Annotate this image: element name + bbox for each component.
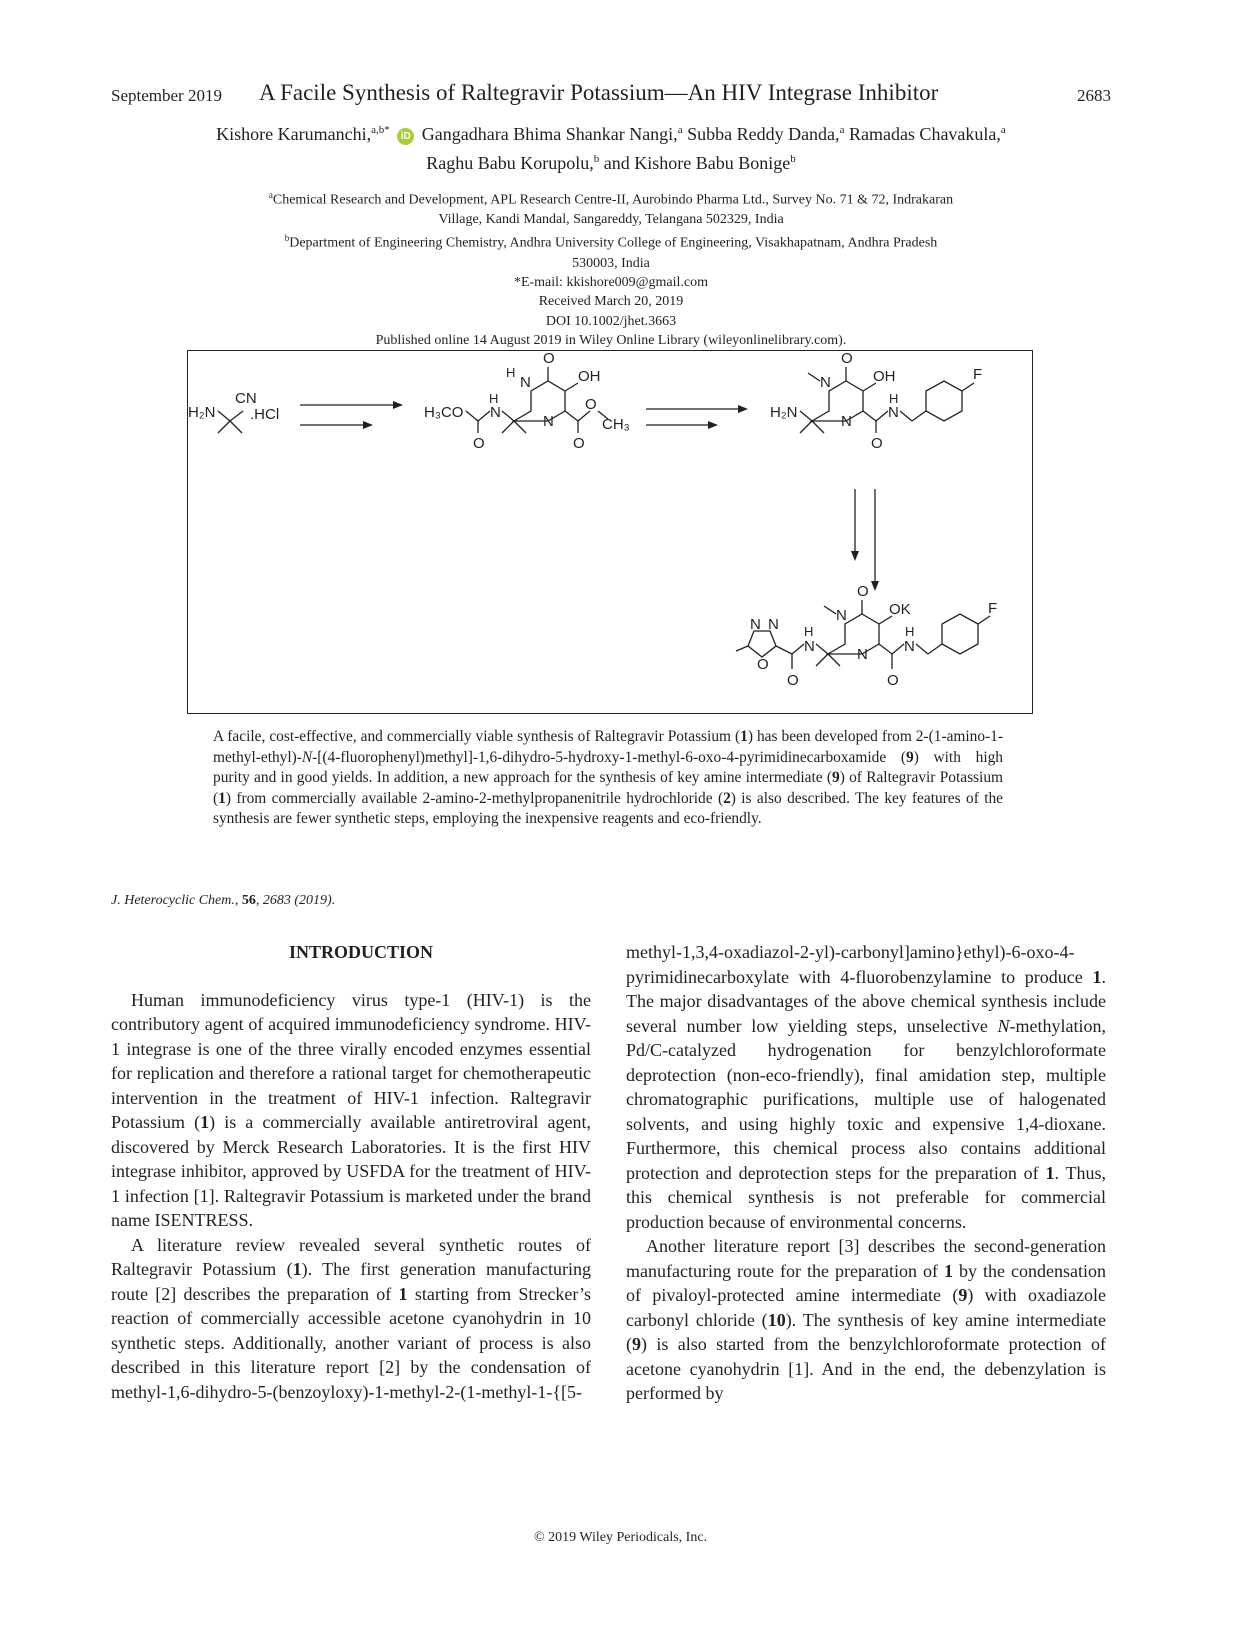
label-n: N	[768, 616, 779, 633]
compound-number: 1	[943, 1260, 953, 1281]
affil-text: Village, Kandi Mandal, Sangareddy, Telangana 502329, India	[438, 212, 784, 228]
label-n: N	[888, 404, 899, 421]
affil-text: Department of Engineering Chemistry, Andhra University College of Engineering, Visakhapatnam, Andhra Pradesh	[289, 236, 938, 252]
body-column-right	[626, 940, 1106, 1406]
para-text: starting from Strecker’s reaction of commercially accessible acetone cyanohydrin in 10 synthetic steps. Additionally, another variant of process is also described in this literature report [2] by the condensation of methyl-1,6-dihydro-5-(benzoyloxy)-1-methyl-2-(1-methyl-1-{[5-	[111, 1283, 591, 1402]
para-text: ). The first generation manufacturing route [2] describes the preparation of	[111, 1259, 591, 1304]
label-o: O	[473, 435, 485, 452]
para-text: ) with oxadiazole carbonyl chloride (	[626, 1285, 1106, 1330]
label-cn: CN	[235, 390, 257, 407]
label-f: F	[973, 366, 983, 383]
journal-citation: J. Heterocyclic Chem., 56, 2683 (2019).	[111, 893, 336, 908]
label-o: O	[841, 351, 853, 367]
copyright-footer: © 2019 Wiley Periodicals, Inc.	[533, 1530, 708, 1545]
label-n: N	[836, 607, 847, 624]
compound-number: 9	[906, 748, 914, 766]
label-n: N	[490, 404, 501, 421]
abstract-text: ) from commercially available 2-amino-2-methylpropanenitrile hydrochloride (	[225, 789, 724, 807]
label-n: N	[857, 646, 868, 663]
compound-number: 1	[292, 1259, 302, 1279]
label-h: H	[905, 624, 915, 639]
label-n: N	[804, 638, 815, 655]
para-text: . The major disadvantages of the above chemical synthesis include several number low yielding steps, unselective	[626, 966, 1106, 1036]
label-ch3: CH₃	[602, 416, 630, 433]
para-text: Another literature report [3] describes the second-generation manufacturing route for the preparation of	[626, 1236, 1106, 1281]
author-name: Gangadhara Bhima Shankar Nangi,	[421, 124, 678, 144]
label-oh: OH	[578, 368, 601, 385]
compound-number: 9	[831, 769, 840, 787]
abstract-italic: N	[301, 748, 313, 766]
compound-number: 1	[740, 728, 748, 745]
published-line: Published online 14 August 2019 in Wiley Online Library (wileyonlinelibrary.com).	[375, 333, 847, 349]
body-column-left	[111, 940, 591, 1404]
abstract-text: ) of Raltegravir Potassium (	[213, 769, 1003, 807]
graphical-abstract-scheme	[187, 350, 1033, 714]
affiliations	[111, 186, 1111, 351]
label-n: N	[520, 374, 531, 391]
label-h: H	[889, 391, 899, 406]
compound-number: 1	[398, 1283, 408, 1304]
compound-number: 1	[1045, 1162, 1055, 1183]
author-name: and Kishore Babu Bonige	[603, 153, 791, 173]
label-n: N	[904, 638, 915, 655]
compound-amine-intermediate	[770, 351, 982, 452]
article-title: A Facile Synthesis of Raltegravir Potassium—An HIV Integrase Inhibitor	[259, 80, 939, 105]
label-o: O	[585, 396, 597, 413]
label-o: O	[573, 435, 585, 452]
compound-number: 10	[767, 1309, 786, 1330]
abstract-text: ) with high purity and in good yields. In addition, a new approach for the synthesis of key amine intermediate (	[213, 748, 1003, 787]
para-text: ) is also started from the benzylchloroformate protection of acetone cyanohydrin [1]. And in the end, the debenzylation is performed by	[626, 1334, 1106, 1403]
label-h: H	[506, 365, 516, 380]
para-text: methyl-1,3,4-oxadiazol-2-yl)-carbonyl]amino}ethyl)-6-oxo-4-pyrimidinecarboxylate with 4-fluorobenzylamine to produce	[626, 942, 1093, 987]
para-text: ). The synthesis of key amine intermediate (	[626, 1309, 1106, 1354]
label-o: O	[857, 583, 869, 600]
author-list	[111, 118, 1111, 176]
compound-number: 9	[632, 1334, 641, 1354]
compound-aminonitrile	[188, 390, 279, 433]
author-affil-sup: a	[839, 124, 845, 136]
affil-sup: a	[268, 190, 273, 200]
affil-text: 530003, India	[572, 255, 650, 271]
para-text: -methylation, Pd/C-catalyzed hydrogenation for benzylchloroformate deprotection (non-eco-friendly), final amidation step, multiple chromatographic purifications, multiple use of halogenated solvents, and using highly toxic and expensive 1,4-dioxane. Furthermore, this chemical process also contains additional protection and deprotection steps for the preparation of	[626, 1015, 1106, 1183]
compound-number: 1	[200, 1112, 210, 1132]
affil-text: Chemical Research and Development, APL Research Centre-II, Aurobindo Pharma Ltd., Survey No. 71 & 72, Indrakaran	[272, 192, 954, 208]
journal-name: J. Heterocyclic Chem.	[111, 893, 235, 908]
author-name: Ramadas Chavakula,	[848, 124, 1001, 144]
abstract-text: -[(4-fluorophenyl)methyl]-1,6-dihydro-5-hydroxy-1-methyl-6-oxo-4-pyrimidinecarboxamide (	[312, 748, 906, 766]
affiliation-b	[111, 229, 1111, 253]
author-name: Kishore Karumanchi,	[216, 124, 372, 144]
compound-number: 9	[958, 1285, 968, 1305]
label-f: F	[988, 600, 998, 617]
affil-sup: b	[284, 233, 290, 244]
compound-raltegravir-potassium	[736, 583, 997, 689]
author-name: Raghu Babu Korupolu,	[426, 153, 594, 173]
author-affil-sup: b	[790, 153, 796, 165]
paragraph	[626, 940, 1106, 1234]
section-heading: INTRODUCTION	[288, 942, 434, 962]
author-affil-sup: a	[677, 124, 683, 136]
received-date: Received March 20, 2019	[538, 294, 684, 310]
label-oh: OH	[873, 368, 896, 385]
reaction-arrows-2	[646, 405, 748, 429]
reaction-arrows-3	[851, 489, 879, 591]
label-h2n: H₂N	[770, 404, 798, 421]
orcid-icon[interactable]: iD	[397, 128, 414, 145]
reaction-arrows-1	[300, 401, 403, 429]
page-number: 2683	[1077, 86, 1111, 105]
label-h2n: H₂N	[188, 404, 216, 421]
reaction-scheme-drawing	[188, 351, 1032, 713]
author-affil-sup: a,b*	[371, 124, 390, 136]
doi[interactable]: DOI 10.1002/jhet.3663	[545, 313, 677, 329]
compound-number: 1	[1092, 966, 1102, 987]
header-date: September 2019	[111, 86, 222, 105]
author-name: Subba Reddy Danda,	[687, 124, 840, 144]
compound-number: 2	[723, 789, 731, 807]
para-text: A literature review revealed several synthetic routes of Raltegravir Potassium (	[111, 1234, 591, 1279]
label-ok: OK	[889, 601, 911, 618]
compound-number: 1	[218, 789, 226, 807]
label-hcl: .HCl	[250, 406, 280, 423]
label-n: N	[543, 413, 554, 430]
para-text: by the condensation of pivaloyl-protected amine intermediate (	[626, 1260, 1107, 1305]
para-text: Human immunodeficiency virus type-1 (HIV-1) is the contributory agent of acquired immunodeficiency syndrome. HIV-1 integrase is one of the three virally encoded enzymes essential for replication and therefore a rational target for chemotherapeutic intervention in the treatment of HIV-1 infection. Raltegravir Potassium (	[111, 989, 591, 1132]
label-h: H	[804, 624, 814, 639]
label-n: N	[750, 616, 761, 633]
affiliation-a	[111, 186, 1111, 210]
abstract	[213, 727, 1003, 830]
label-o: O	[543, 351, 555, 367]
journal-pages: , 2683 (2019).	[255, 893, 336, 908]
abstract-text: ) is also described. The key features of the synthesis are fewer synthetic steps, employing the inexpensive reagents and eco-friendly.	[213, 789, 1004, 828]
compound-ester-intermediate	[424, 351, 630, 452]
paragraph	[111, 988, 591, 1233]
label-o: O	[887, 672, 899, 689]
para-italic: N	[997, 1015, 1010, 1036]
paragraph	[111, 1233, 591, 1405]
author-affil-sup: a	[1000, 124, 1006, 136]
running-header	[111, 80, 1111, 108]
para-text: ) is a commercially available antiretroviral agent, discovered by Merck Research Laboratories. It is the first HIV integrase inhibitor, approved by USFDA for the treatment of HIV-1 infection [1]. Raltegravir Potassium is marketed under the brand name ISENTRESS.	[111, 1112, 591, 1230]
label-h3co: H₃CO	[424, 404, 464, 421]
label-n: N	[841, 413, 852, 430]
abstract-text: A facile, cost-effective, and commercially viable synthesis of Raltegravir Potassium (	[213, 728, 741, 745]
label-o: O	[787, 672, 799, 689]
label-h: H	[489, 391, 499, 406]
abstract-text: ) has been developed from 2-(1-amino-1-methyl-ethyl)-	[213, 728, 1003, 766]
email[interactable]: *E-mail: kkishore009@gmail.com	[513, 274, 709, 290]
label-n: N	[820, 374, 831, 391]
paragraph	[626, 1234, 1106, 1406]
author-affil-sup: b	[593, 153, 600, 165]
label-o: O	[757, 656, 769, 673]
para-text: . Thus, this chemical synthesis is not preferable for commercial production because of environmental concerns.	[626, 1162, 1106, 1232]
journal-volume: 56	[241, 893, 256, 908]
label-o: O	[871, 435, 883, 452]
